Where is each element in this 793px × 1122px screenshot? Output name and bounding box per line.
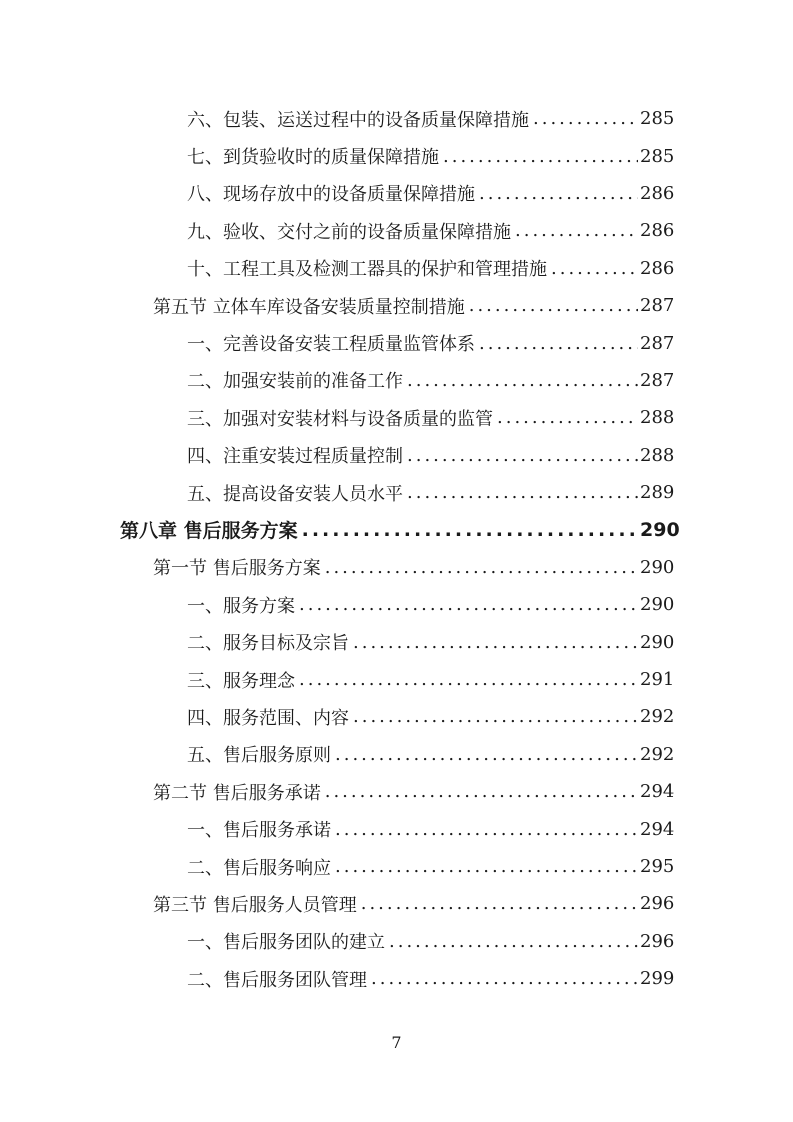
toc-section-entry[interactable] bbox=[0, 287, 793, 324]
toc-entry-page: 285 bbox=[640, 145, 675, 167]
toc-dot-leader bbox=[353, 706, 638, 727]
toc-entry-title: 七、到货验收时的质量保障措施 bbox=[187, 147, 439, 169]
toc-entry[interactable] bbox=[0, 399, 793, 436]
toc-entry[interactable] bbox=[0, 437, 793, 474]
toc-dot-leader bbox=[533, 108, 638, 129]
toc-dot-leader bbox=[299, 594, 638, 615]
toc-section-entry[interactable] bbox=[0, 773, 793, 810]
toc-entry[interactable] bbox=[0, 623, 793, 660]
page-number: 7 bbox=[391, 1033, 402, 1052]
toc-entry-page: 288 bbox=[640, 444, 675, 466]
toc-entry[interactable] bbox=[0, 923, 793, 960]
toc-entry-title: 一、售后服务承诺 bbox=[187, 820, 331, 842]
toc-section-entry[interactable] bbox=[0, 885, 793, 922]
toc-entry[interactable] bbox=[0, 960, 793, 997]
toc-entry-page: 290 bbox=[640, 518, 680, 541]
toc-entry-title: 二、服务目标及宗旨 bbox=[187, 633, 349, 655]
toc-dot-leader bbox=[325, 557, 638, 578]
toc-dot-leader bbox=[371, 968, 638, 989]
toc-entry-page: 288 bbox=[640, 407, 675, 429]
toc-dot-leader bbox=[302, 519, 638, 541]
toc-entry-title: 三、服务理念 bbox=[187, 670, 295, 692]
toc-entry-title: 四、注重安装过程质量控制 bbox=[187, 446, 403, 468]
toc-entry-title: 二、加强安装前的准备工作 bbox=[187, 371, 403, 393]
toc-entry-page: 291 bbox=[640, 669, 675, 691]
toc-entry[interactable] bbox=[0, 848, 793, 885]
toc-dot-leader bbox=[335, 856, 638, 877]
toc-entry-page: 285 bbox=[640, 108, 675, 130]
toc-entry-page: 292 bbox=[640, 743, 675, 765]
table-of-contents bbox=[0, 100, 793, 997]
toc-entry[interactable] bbox=[0, 175, 793, 212]
toc-chapter-title: 第八章 售后服务方案 bbox=[120, 520, 298, 543]
toc-entry-page: 286 bbox=[640, 257, 675, 279]
toc-entry-title: 十、工程工具及检测工器具的保护和管理措施 bbox=[187, 259, 547, 281]
toc-entry[interactable] bbox=[0, 698, 793, 735]
toc-entry-title: 一、售后服务团队的建立 bbox=[187, 932, 385, 954]
toc-entry-page: 290 bbox=[640, 556, 675, 578]
toc-dot-leader bbox=[407, 482, 638, 503]
toc-entry-page: 295 bbox=[640, 856, 675, 877]
toc-entry-page: 286 bbox=[640, 182, 675, 204]
toc-entry[interactable] bbox=[0, 661, 793, 698]
toc-entry-page: 290 bbox=[640, 631, 675, 653]
toc-entry-page: 287 bbox=[640, 295, 675, 317]
toc-entry[interactable] bbox=[0, 586, 793, 623]
toc-entry-title: 一、完善设备安装工程质量监管体系 bbox=[187, 334, 475, 356]
toc-entry-title: 五、售后服务原则 bbox=[187, 745, 331, 767]
toc-dot-leader bbox=[479, 183, 638, 204]
toc-section-title: 第五节 立体车库设备安装质量控制措施 bbox=[153, 296, 465, 318]
toc-dot-leader bbox=[407, 445, 638, 466]
toc-dot-leader bbox=[497, 407, 638, 428]
toc-entry-page: 296 bbox=[640, 893, 675, 915]
toc-section-entry[interactable] bbox=[0, 549, 793, 586]
toc-dot-leader bbox=[407, 370, 638, 391]
toc-dot-leader bbox=[299, 669, 638, 690]
toc-entry-page: 290 bbox=[640, 594, 675, 616]
toc-entry[interactable] bbox=[0, 212, 793, 249]
toc-entry-title: 四、服务范围、内容 bbox=[187, 707, 349, 729]
toc-dot-leader bbox=[469, 295, 638, 316]
toc-entry-page: 294 bbox=[640, 818, 675, 840]
toc-dot-leader bbox=[515, 220, 638, 241]
toc-entry-title: 二、售后服务团队管理 bbox=[187, 969, 367, 991]
toc-entry[interactable] bbox=[0, 362, 793, 399]
toc-entry-page: 287 bbox=[640, 332, 675, 354]
toc-entry-page: 296 bbox=[640, 930, 675, 952]
toc-chapter-entry[interactable] bbox=[0, 511, 793, 548]
toc-entry-page: 294 bbox=[640, 781, 675, 803]
toc-dot-leader bbox=[353, 632, 638, 653]
toc-dot-leader bbox=[389, 931, 638, 952]
toc-section-title: 第二节 售后服务承诺 bbox=[153, 782, 321, 804]
toc-section-title: 第三节 售后服务人员管理 bbox=[153, 894, 357, 916]
toc-entry-title: 三、加强对安装材料与设备质量的监管 bbox=[187, 408, 493, 430]
toc-dot-leader bbox=[551, 258, 638, 279]
toc-entry[interactable] bbox=[0, 250, 793, 287]
toc-entry[interactable] bbox=[0, 324, 793, 361]
toc-entry-title: 八、现场存放中的设备质量保障措施 bbox=[187, 184, 475, 206]
toc-dot-leader bbox=[325, 781, 638, 802]
toc-dot-leader bbox=[335, 744, 638, 765]
toc-entry[interactable] bbox=[0, 736, 793, 773]
toc-dot-leader bbox=[443, 146, 638, 167]
toc-entry-page: 287 bbox=[640, 369, 675, 391]
toc-dot-leader bbox=[361, 893, 638, 914]
toc-entry[interactable] bbox=[0, 137, 793, 174]
toc-entry-title: 二、售后服务响应 bbox=[187, 857, 331, 879]
toc-entry-page: 289 bbox=[640, 482, 675, 504]
toc-entry-page: 292 bbox=[640, 706, 675, 728]
toc-entry-title: 五、提高设备安装人员水平 bbox=[187, 483, 403, 505]
toc-entry-title: 六、包装、运送过程中的设备质量保障措施 bbox=[187, 109, 529, 131]
toc-dot-leader bbox=[335, 819, 638, 840]
toc-entry[interactable] bbox=[0, 474, 793, 511]
toc-entry-title: 九、验收、交付之前的设备质量保障措施 bbox=[187, 221, 511, 243]
toc-entry-page: 299 bbox=[640, 968, 675, 990]
toc-entry[interactable] bbox=[0, 810, 793, 847]
toc-section-title: 第一节 售后服务方案 bbox=[153, 558, 321, 580]
toc-entry[interactable] bbox=[0, 100, 793, 137]
toc-entry-title: 一、服务方案 bbox=[187, 595, 295, 617]
toc-dot-leader bbox=[479, 333, 638, 354]
toc-entry-page: 286 bbox=[640, 220, 675, 242]
